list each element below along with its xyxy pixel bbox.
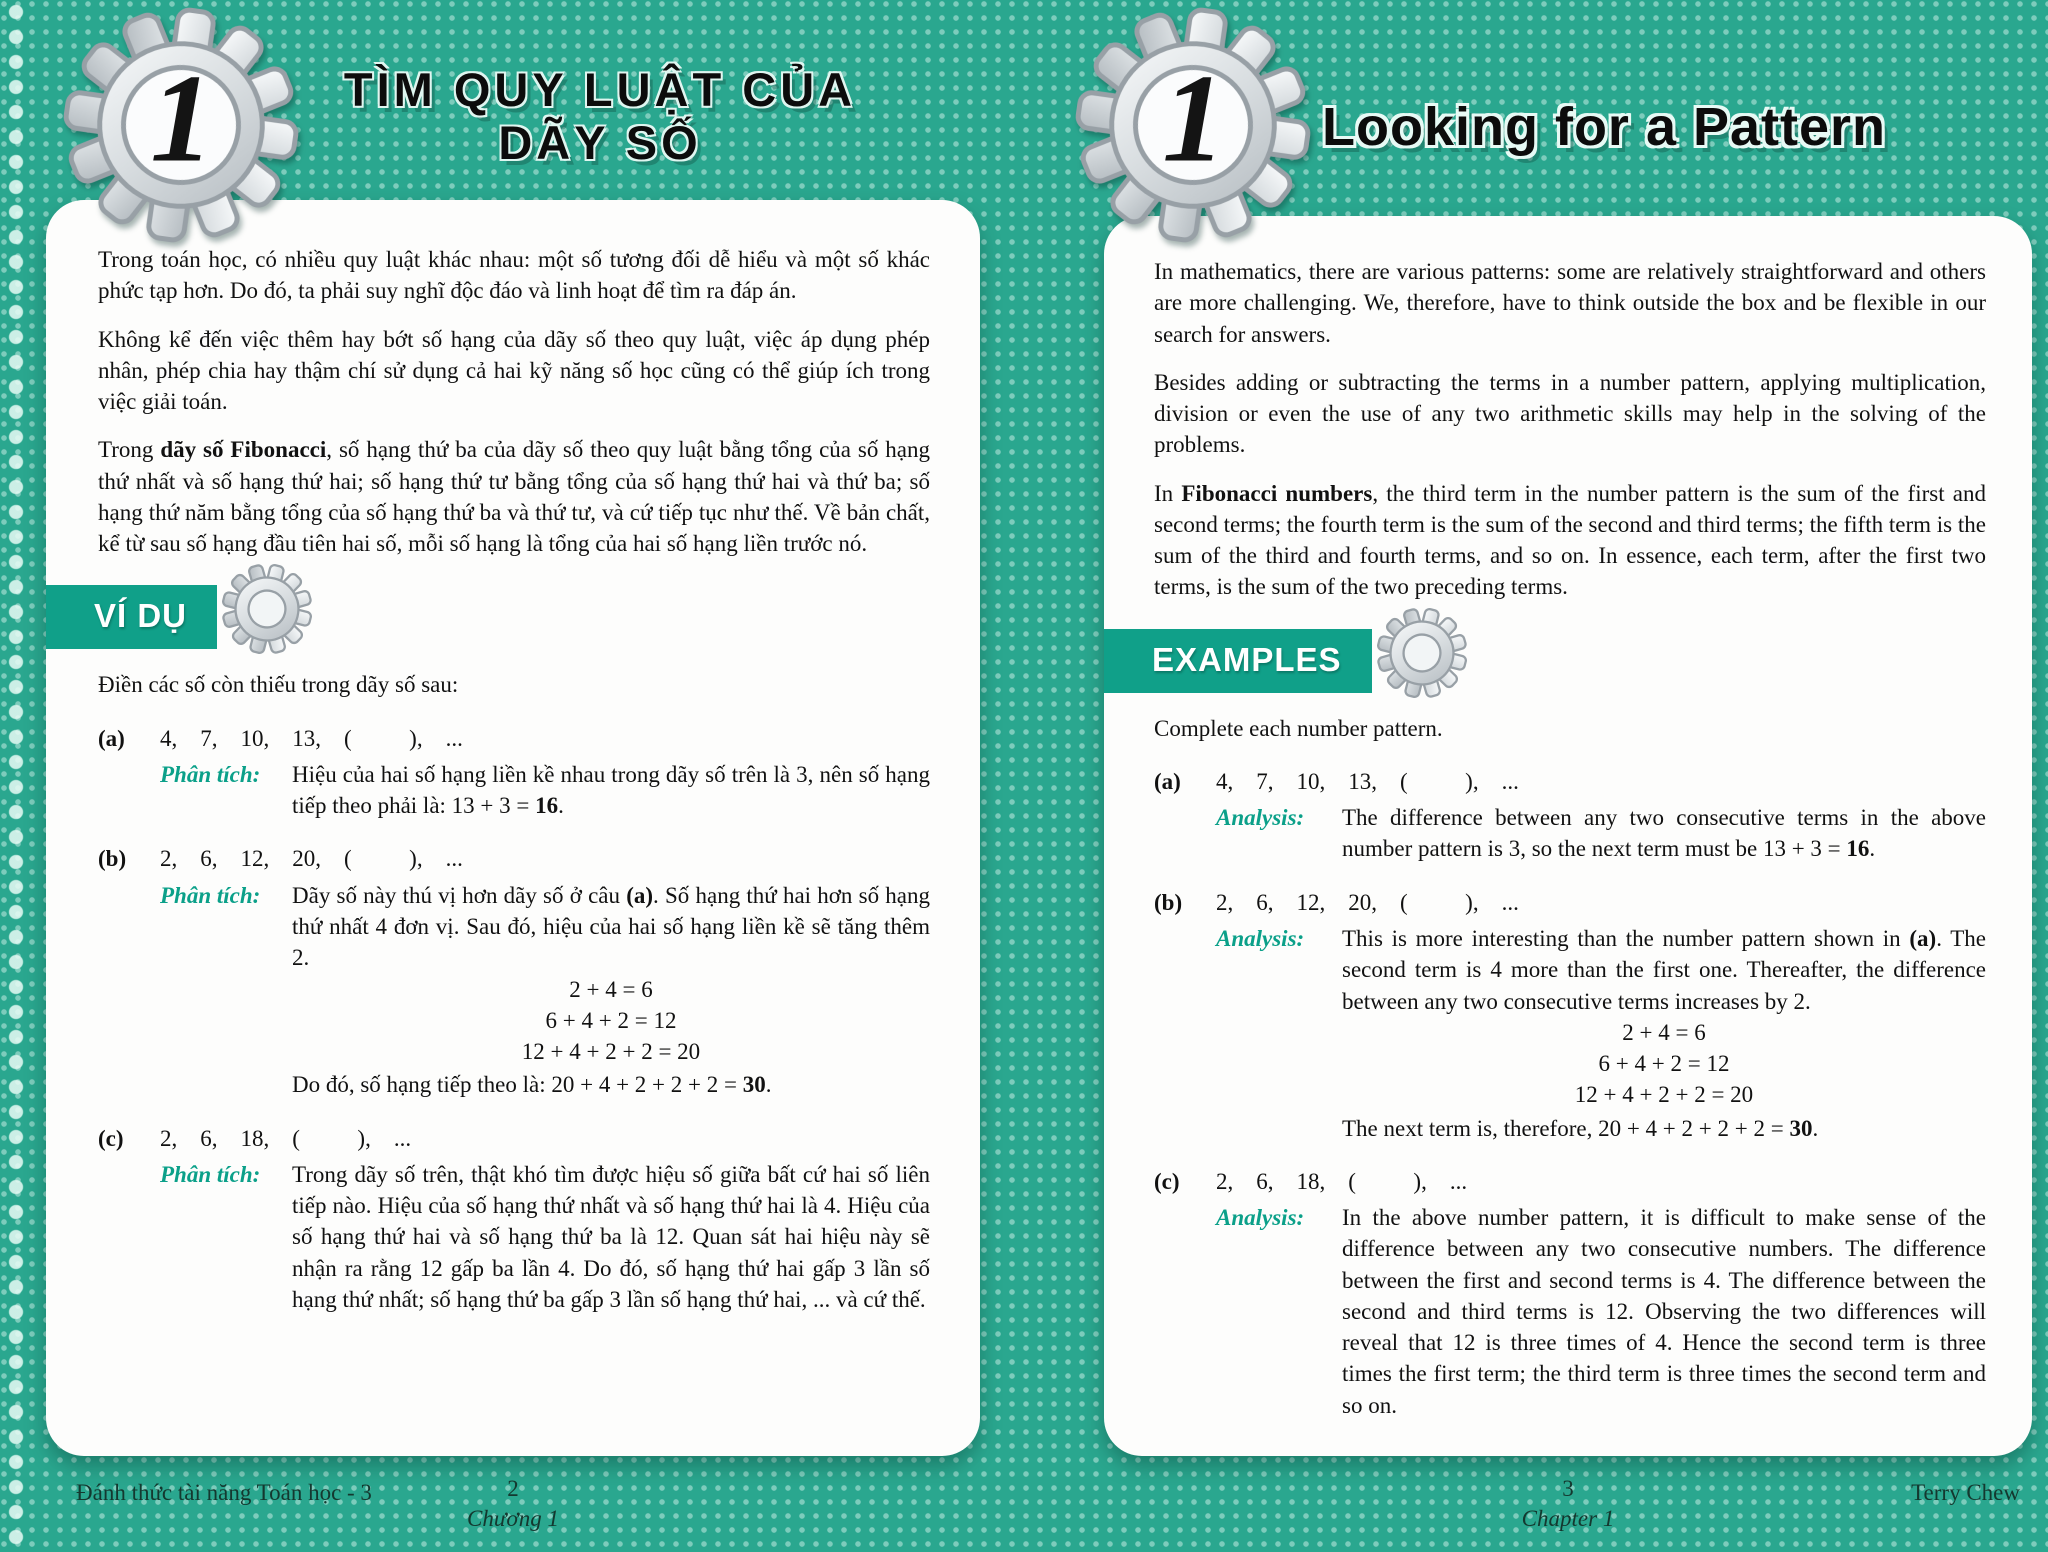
- item-label: (b): [1154, 889, 1183, 915]
- example-item-c: [1154, 1166, 1986, 1421]
- examples-banner-row: [46, 579, 930, 655]
- footer-page-number: 2: [507, 1476, 519, 1502]
- intro-paragraph: Không kể đến việc thêm hay bớt số hạng của dãy số theo quy luật, việc áp dụng phép nhân, phép chia hay thậm chí sử dụng cả hai kỹ năng số học cũng có thể giúp ích trong việc giải toán.: [98, 326, 930, 415]
- footer-page-block: [467, 1474, 559, 1534]
- chapter-gear-icon: [47, 0, 316, 259]
- footer-book-title: Đánh thức tài năng Toán học - 3: [76, 1480, 372, 1505]
- equation-line: 2 + 4 = 6: [569, 976, 653, 1002]
- number-sequence: 2, 6, 12, 20, ( ), ...: [160, 846, 463, 872]
- binding-dots-decoration: [2, 0, 32, 1552]
- content-card-right: [1104, 216, 2032, 1456]
- examples-gear-icon: [1366, 597, 1478, 709]
- analysis-text: Hiệu của hai số hạng liền kề nhau trong dãy số trên là 3, nên số hạng tiếp theo phải là: 13 + 3 = 16.: [292, 761, 930, 819]
- number-sequence: 4, 7, 10, 13, ( ), ...: [1216, 768, 1519, 794]
- item-label: (a): [98, 725, 125, 751]
- chapter-number: 1: [150, 49, 214, 189]
- pattern-row: [98, 723, 930, 754]
- item-label: (c): [98, 1125, 124, 1151]
- analysis-label: Analysis:: [1216, 925, 1305, 951]
- analysis-block: [160, 759, 930, 822]
- pattern-row: [98, 843, 930, 874]
- analysis-block: [1216, 802, 1986, 865]
- pattern-row: [98, 1123, 930, 1154]
- analysis-label: Analysis:: [1216, 805, 1305, 831]
- equation-line: 12 + 4 + 2 + 2 = 20: [1574, 1082, 1754, 1108]
- footer-page-number: 3: [1562, 1476, 1574, 1502]
- number-sequence: 4, 7, 10, 13, ( ), ...: [160, 725, 463, 751]
- analysis-text: This is more interesting than the number pattern shown in (a). The second term is 4 more than the first one. Thereafter, the difference between any two consecutive terms increases by 2.: [1342, 925, 1986, 1014]
- intro-paragraph: In mathematics, there are various patterns: some are relatively straightforward and others are more challenging. We, therefore, have to think outside the box and be flexible in our search for answers.: [1154, 259, 1986, 347]
- item-label: (a): [1154, 768, 1181, 794]
- chapter-title-vi: [250, 64, 950, 169]
- examples-gear-icon: [211, 554, 323, 666]
- examples-banner: EXAMPLES: [1104, 629, 1372, 693]
- example-item-b: [1154, 887, 1986, 1144]
- example-item-c: [98, 1123, 930, 1316]
- chapter-title-line2: DÃY SỐ: [498, 115, 702, 169]
- analysis-block: [160, 880, 930, 1101]
- number-sequence: 2, 6, 12, 20, ( ), ...: [1216, 889, 1519, 915]
- analysis-label: Phân tích:: [160, 882, 261, 908]
- equation-line: 2 + 4 = 6: [1622, 1019, 1706, 1045]
- number-sequence: 2, 6, 18, ( ), ...: [160, 1125, 412, 1151]
- example-item-b: [98, 843, 930, 1100]
- pattern-row: [1154, 1166, 1986, 1197]
- example-item-a: [98, 723, 930, 822]
- chapter-gear-icon: [1059, 0, 1328, 259]
- item-label: (c): [1154, 1168, 1180, 1194]
- examples-prompt: Complete each number pattern.: [1154, 715, 1443, 741]
- equation-line: 6 + 4 + 2 = 12: [545, 1007, 677, 1033]
- item-label: (b): [98, 846, 127, 872]
- analysis-block: [1216, 1202, 1986, 1421]
- intro-paragraph: Trong toán học, có nhiều quy luật khác nhau: một số tương đối dễ hiểu và một số khác phức tạp hơn. Do đó, ta phải suy nghĩ độc đáo và linh hoạt để tìm ra đáp án.: [98, 247, 930, 304]
- pattern-row: [1154, 766, 1986, 797]
- chapter-title-line1: TÌM QUY LUẬT CỦA: [343, 63, 857, 116]
- intro-paragraph: In Fibonacci numbers, the third term in the number pattern is the sum of the first and second terms; the fourth term is the sum of the second and third terms; the fifth term is the sum of the third and fourth terms, and so on. In essence, each term, after the first two terms, is the sum of the two preceding terms.: [1154, 480, 1986, 600]
- chapter-number: 1: [1162, 49, 1226, 189]
- content-card-left: [46, 200, 980, 1456]
- page-right: [1024, 0, 2048, 1552]
- analysis-text: The difference between any two consecutive terms in the above number pattern is 3, so the next term must be 13 + 3 = 16.: [1342, 805, 1986, 862]
- analysis-label: Phân tích:: [160, 1161, 261, 1187]
- equation-line: 6 + 4 + 2 = 12: [1598, 1051, 1730, 1077]
- number-sequence: 2, 6, 18, ( ), ...: [1216, 1168, 1468, 1194]
- analysis-block: [1216, 923, 1986, 1144]
- intro-paragraph: Trong dãy số Fibonacci, số hạng thứ ba của dãy số theo quy luật bằng tổng của số hạng thứ nhất và số hạng thứ hai; số hạng thứ tư bằng tổng của số hạng thứ hai và thứ ba; số hạng thứ năm bằng tổng của số hạng thứ ba và thứ tư, và cứ tiếp tục như thế. Về bản chất, kể từ sau số hạng đầu tiên hai số, mỗi số hạng là tổng của hai số hạng liền trước nó.: [98, 437, 930, 557]
- footer-chapter-label: Chapter 1: [1521, 1506, 1615, 1532]
- example-item-a: [1154, 766, 1986, 865]
- analysis-block: [160, 1159, 930, 1315]
- examples-banner-row: [1104, 623, 1986, 699]
- conclusion-text: Do đó, số hạng tiếp theo là: 20 + 4 + 2 + 2 + 2 = 30.: [292, 1072, 772, 1098]
- analysis-text: Trong dãy số trên, thật khó tìm được hiệu số giữa bất cứ hai số liên tiếp nào. Hiệu của số hạng thứ nhất và số hạng thứ hai là 4. Hiệu của số hạng thứ hai và số hạng thứ ba là 12. Quan sát hai hiệu này sẽ nhận ra rằng 12 gấp ba lần 4. Do đó, số hạng thứ hai gấp 3 lần số hạng thứ nhất; số hạng thứ ba gấp 3 lần số hạng thứ hai, ... và cứ thế.: [292, 1161, 930, 1312]
- examples-prompt: Điền các số còn thiếu trong dãy số sau:: [98, 672, 459, 698]
- footer-chapter-label: Chương 1: [467, 1506, 559, 1532]
- analysis-label: Analysis:: [1216, 1205, 1305, 1231]
- conclusion-text: The next term is, therefore, 20 + 4 + 2 + 2 + 2 = 30.: [1342, 1115, 1819, 1141]
- analysis-text: Dãy số này thú vị hơn dãy số ở câu (a). Số hạng thứ hai hơn số hạng thứ nhất 4 đơn vị. Sau đó, hiệu của hai số hạng liền kề sẽ tăng thêm 2.: [292, 882, 930, 971]
- chapter-title-en: Looking for a Pattern: [1322, 97, 1887, 157]
- footer-page-block: [1522, 1474, 1615, 1534]
- intro-paragraph: Besides adding or subtracting the terms in a number pattern, applying multiplication, division or even the use of any two arithmetic skills may help in the solving of the problems.: [1154, 369, 1986, 458]
- equation-line: 12 + 4 + 2 + 2 = 20: [521, 1039, 701, 1065]
- analysis-text: In the above number pattern, it is difficult to make sense of the difference between any two consecutive numbers. The difference between the first and second terms is 4. The difference between the second and third terms is 12. Observing the two differences will reveal that 12 is three times of 4. Hence the second term is three times the first term; the third term is three times the second term and so on.: [1342, 1205, 1986, 1418]
- footer-author: Terry Chew: [1911, 1480, 2020, 1505]
- analysis-label: Phân tích:: [160, 761, 261, 787]
- examples-banner: VÍ DỤ: [46, 585, 217, 649]
- pattern-row: [1154, 887, 1986, 918]
